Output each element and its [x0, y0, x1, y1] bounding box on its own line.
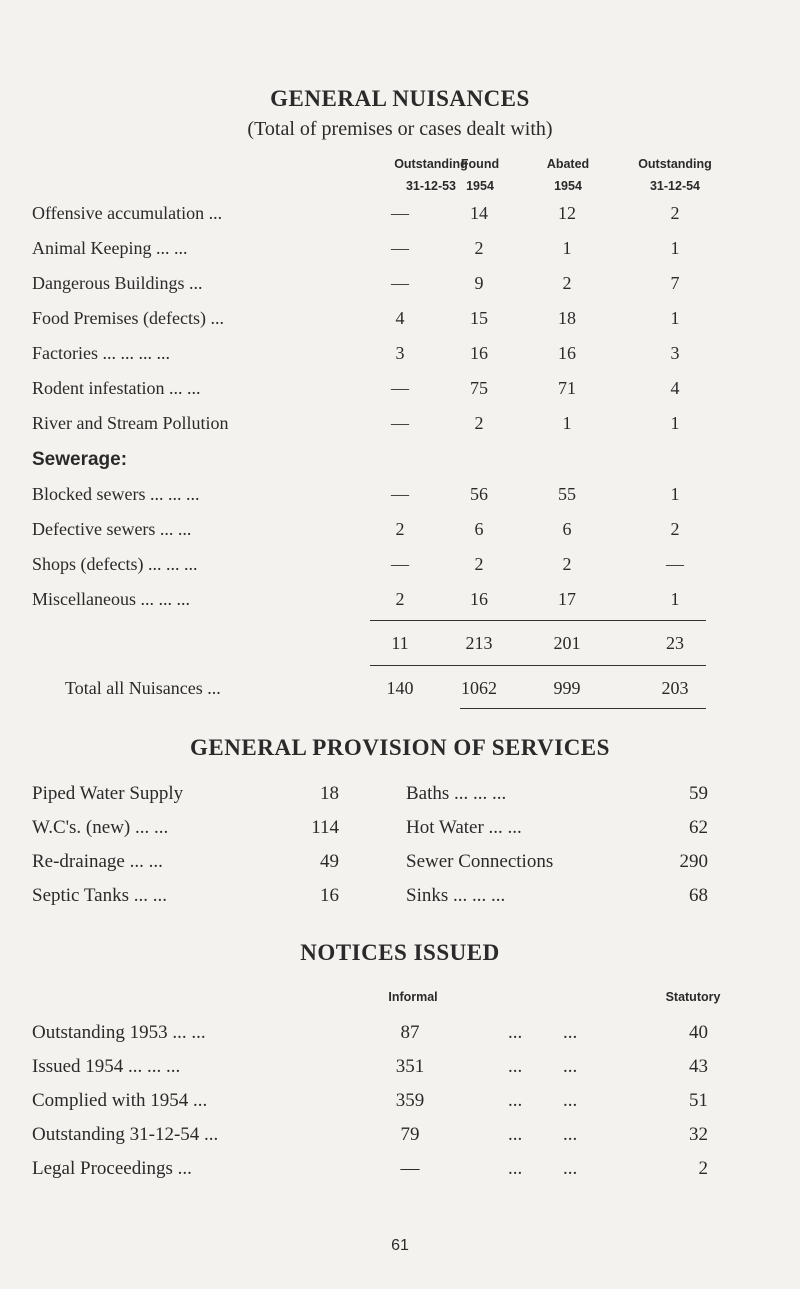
subtotal-abated-54: 201 — [553, 633, 581, 653]
total-label: Total all Nuisances ... — [65, 678, 221, 698]
notice-dots: ... ... — [508, 1022, 578, 1043]
col-header-informal: Informal — [388, 990, 438, 1004]
bottom-rule — [460, 708, 706, 709]
row-label: Offensive accumulation ... — [32, 203, 223, 223]
col-header-statutory: Statutory — [665, 990, 721, 1004]
cell-outstanding-54: 1 — [670, 484, 680, 504]
notice-informal: 351 — [395, 1056, 425, 1077]
notice-statutory: 32 — [689, 1124, 708, 1145]
cell-outstanding-54: 1 — [670, 589, 680, 609]
notice-informal: — — [400, 1158, 420, 1179]
cell-found-54: 9 — [474, 273, 484, 293]
service-value: 68 — [689, 885, 708, 906]
notice-statutory: 43 — [689, 1056, 708, 1077]
notice-statutory: 2 — [698, 1158, 708, 1179]
total-outstanding-54: 203 — [661, 678, 689, 698]
cell-outstanding-54: 2 — [670, 519, 680, 539]
row-label: Factories ... ... ... ... — [32, 343, 170, 363]
cell-found-54: 56 — [470, 484, 488, 504]
row-label: Defective sewers ... ... — [32, 519, 192, 539]
cell-found-54: 2 — [474, 238, 484, 258]
subtotal-outstanding-54: 23 — [666, 633, 684, 653]
cell-outstanding-54: 1 — [670, 413, 680, 433]
notice-statutory: 40 — [689, 1022, 708, 1043]
cell-outstanding-53: 2 — [395, 519, 405, 539]
cell-abated-54: 71 — [558, 378, 576, 398]
page-number: 61 — [391, 1237, 409, 1254]
row-label: Animal Keeping ... ... — [32, 238, 188, 258]
cell-abated-54: 1 — [562, 413, 572, 433]
cell-abated-54: 18 — [558, 308, 576, 328]
notice-dots: ... ... — [508, 1124, 578, 1145]
subtotal-found-54: 213 — [465, 633, 493, 653]
service-value: 18 — [320, 783, 339, 804]
service-label: Re-drainage ... ... — [32, 851, 163, 872]
cell-abated-54: 6 — [562, 519, 572, 539]
service-label: Sinks ... ... ... — [406, 885, 506, 906]
notice-informal: 359 — [395, 1090, 425, 1111]
col-header-line2: 31-12-53 — [405, 179, 457, 193]
notice-label: Complied with 1954 ... — [32, 1090, 208, 1111]
total-found-54: 1062 — [461, 678, 497, 698]
col-header-line2: 31-12-54 — [649, 179, 701, 193]
service-label: Baths ... ... ... — [406, 783, 507, 804]
total-rule — [370, 665, 706, 666]
notice-dots: ... ... — [508, 1056, 578, 1077]
notice-label: Outstanding 31-12-54 ... — [32, 1124, 219, 1145]
col-header-line2: 1954 — [466, 179, 494, 193]
cell-outstanding-53: — — [391, 378, 409, 398]
cell-abated-54: 17 — [558, 589, 576, 609]
notice-dots: ... ... — [508, 1158, 578, 1179]
cell-found-54: 16 — [470, 589, 488, 609]
cell-outstanding-53: — — [391, 203, 409, 223]
cell-abated-54: 12 — [558, 203, 576, 223]
notice-informal: 87 — [400, 1022, 420, 1043]
service-value: 114 — [311, 817, 339, 838]
cell-outstanding-53: — — [391, 273, 409, 293]
service-value: 62 — [689, 817, 708, 838]
service-label: W.C's. (new) ... ... — [32, 817, 169, 838]
row-label: Rodent infestation ... ... — [32, 378, 201, 398]
col-header-line1: Outstanding — [394, 157, 468, 171]
service-label: Piped Water Supply — [32, 783, 184, 804]
notices-title: NOTICES ISSUED — [300, 940, 500, 965]
service-value: 16 — [320, 885, 339, 906]
cell-outstanding-54: 7 — [670, 273, 680, 293]
col-header-line1: Found — [460, 157, 500, 171]
cell-found-54: 75 — [470, 378, 488, 398]
notice-label: Outstanding 1953 ... ... — [32, 1022, 206, 1043]
col-header-outstanding-54 — [620, 157, 730, 193]
col-header-line1: Outstanding — [638, 157, 712, 171]
cell-abated-54: 1 — [562, 238, 572, 258]
notice-statutory: 51 — [689, 1090, 708, 1111]
cell-abated-54: 55 — [558, 484, 576, 504]
cell-outstanding-53: 4 — [395, 308, 405, 328]
cell-outstanding-54: 4 — [670, 378, 680, 398]
row-label: Food Premises (defects) ... — [32, 308, 224, 328]
cell-outstanding-53: 2 — [395, 589, 405, 609]
cell-found-54: 2 — [474, 413, 484, 433]
subtotal-rule — [370, 620, 706, 621]
service-value: 59 — [689, 783, 708, 804]
service-label: Hot Water ... ... — [406, 817, 522, 838]
col-header-abated-54 — [518, 157, 618, 193]
sewerage-heading: Sewerage: — [32, 449, 128, 470]
nuisances-title: GENERAL NUISANCES — [270, 86, 530, 111]
cell-outstanding-54: 1 — [670, 308, 680, 328]
cell-outstanding-54: — — [666, 554, 684, 574]
cell-found-54: 14 — [470, 203, 488, 223]
cell-outstanding-54: 1 — [670, 238, 680, 258]
total-abated-54: 999 — [553, 678, 581, 698]
row-label: River and Stream Pollution — [32, 413, 229, 433]
cell-abated-54: 2 — [562, 554, 572, 574]
cell-outstanding-53: — — [391, 554, 409, 574]
cell-outstanding-53: — — [391, 484, 409, 504]
row-label: Dangerous Buildings ... — [32, 273, 203, 293]
col-header-line1: Abated — [546, 157, 590, 171]
cell-outstanding-54: 2 — [670, 203, 680, 223]
cell-found-54: 6 — [474, 519, 484, 539]
notice-label: Legal Proceedings ... — [32, 1158, 192, 1179]
col-header-found-54 — [430, 157, 530, 193]
services-title: GENERAL PROVISION OF SERVICES — [190, 735, 610, 760]
total-outstanding-53: 140 — [386, 678, 414, 698]
cell-found-54: 15 — [470, 308, 488, 328]
cell-outstanding-54: 3 — [670, 343, 680, 363]
row-label: Blocked sewers ... ... ... — [32, 484, 200, 504]
notice-dots: ... ... — [508, 1090, 578, 1111]
cell-found-54: 2 — [474, 554, 484, 574]
notice-label: Issued 1954 ... ... ... — [32, 1056, 181, 1077]
service-label: Sewer Connections — [406, 851, 554, 872]
notice-informal: 79 — [400, 1124, 420, 1145]
service-label: Septic Tanks ... ... — [32, 885, 168, 906]
cell-outstanding-53: — — [391, 413, 409, 433]
nuisances-subtitle: (Total of premises or cases dealt with) — [247, 118, 553, 140]
service-value: 290 — [679, 851, 708, 872]
col-header-line2: 1954 — [554, 179, 582, 193]
cell-outstanding-53: — — [391, 238, 409, 258]
cell-abated-54: 2 — [562, 273, 572, 293]
cell-outstanding-53: 3 — [395, 343, 405, 363]
subtotal-outstanding-53: 11 — [391, 633, 409, 653]
cell-abated-54: 16 — [558, 343, 576, 363]
service-value: 49 — [320, 851, 339, 872]
cell-found-54: 16 — [470, 343, 488, 363]
row-label: Miscellaneous ... ... ... — [32, 589, 190, 609]
row-label: Shops (defects) ... ... ... — [32, 554, 198, 574]
